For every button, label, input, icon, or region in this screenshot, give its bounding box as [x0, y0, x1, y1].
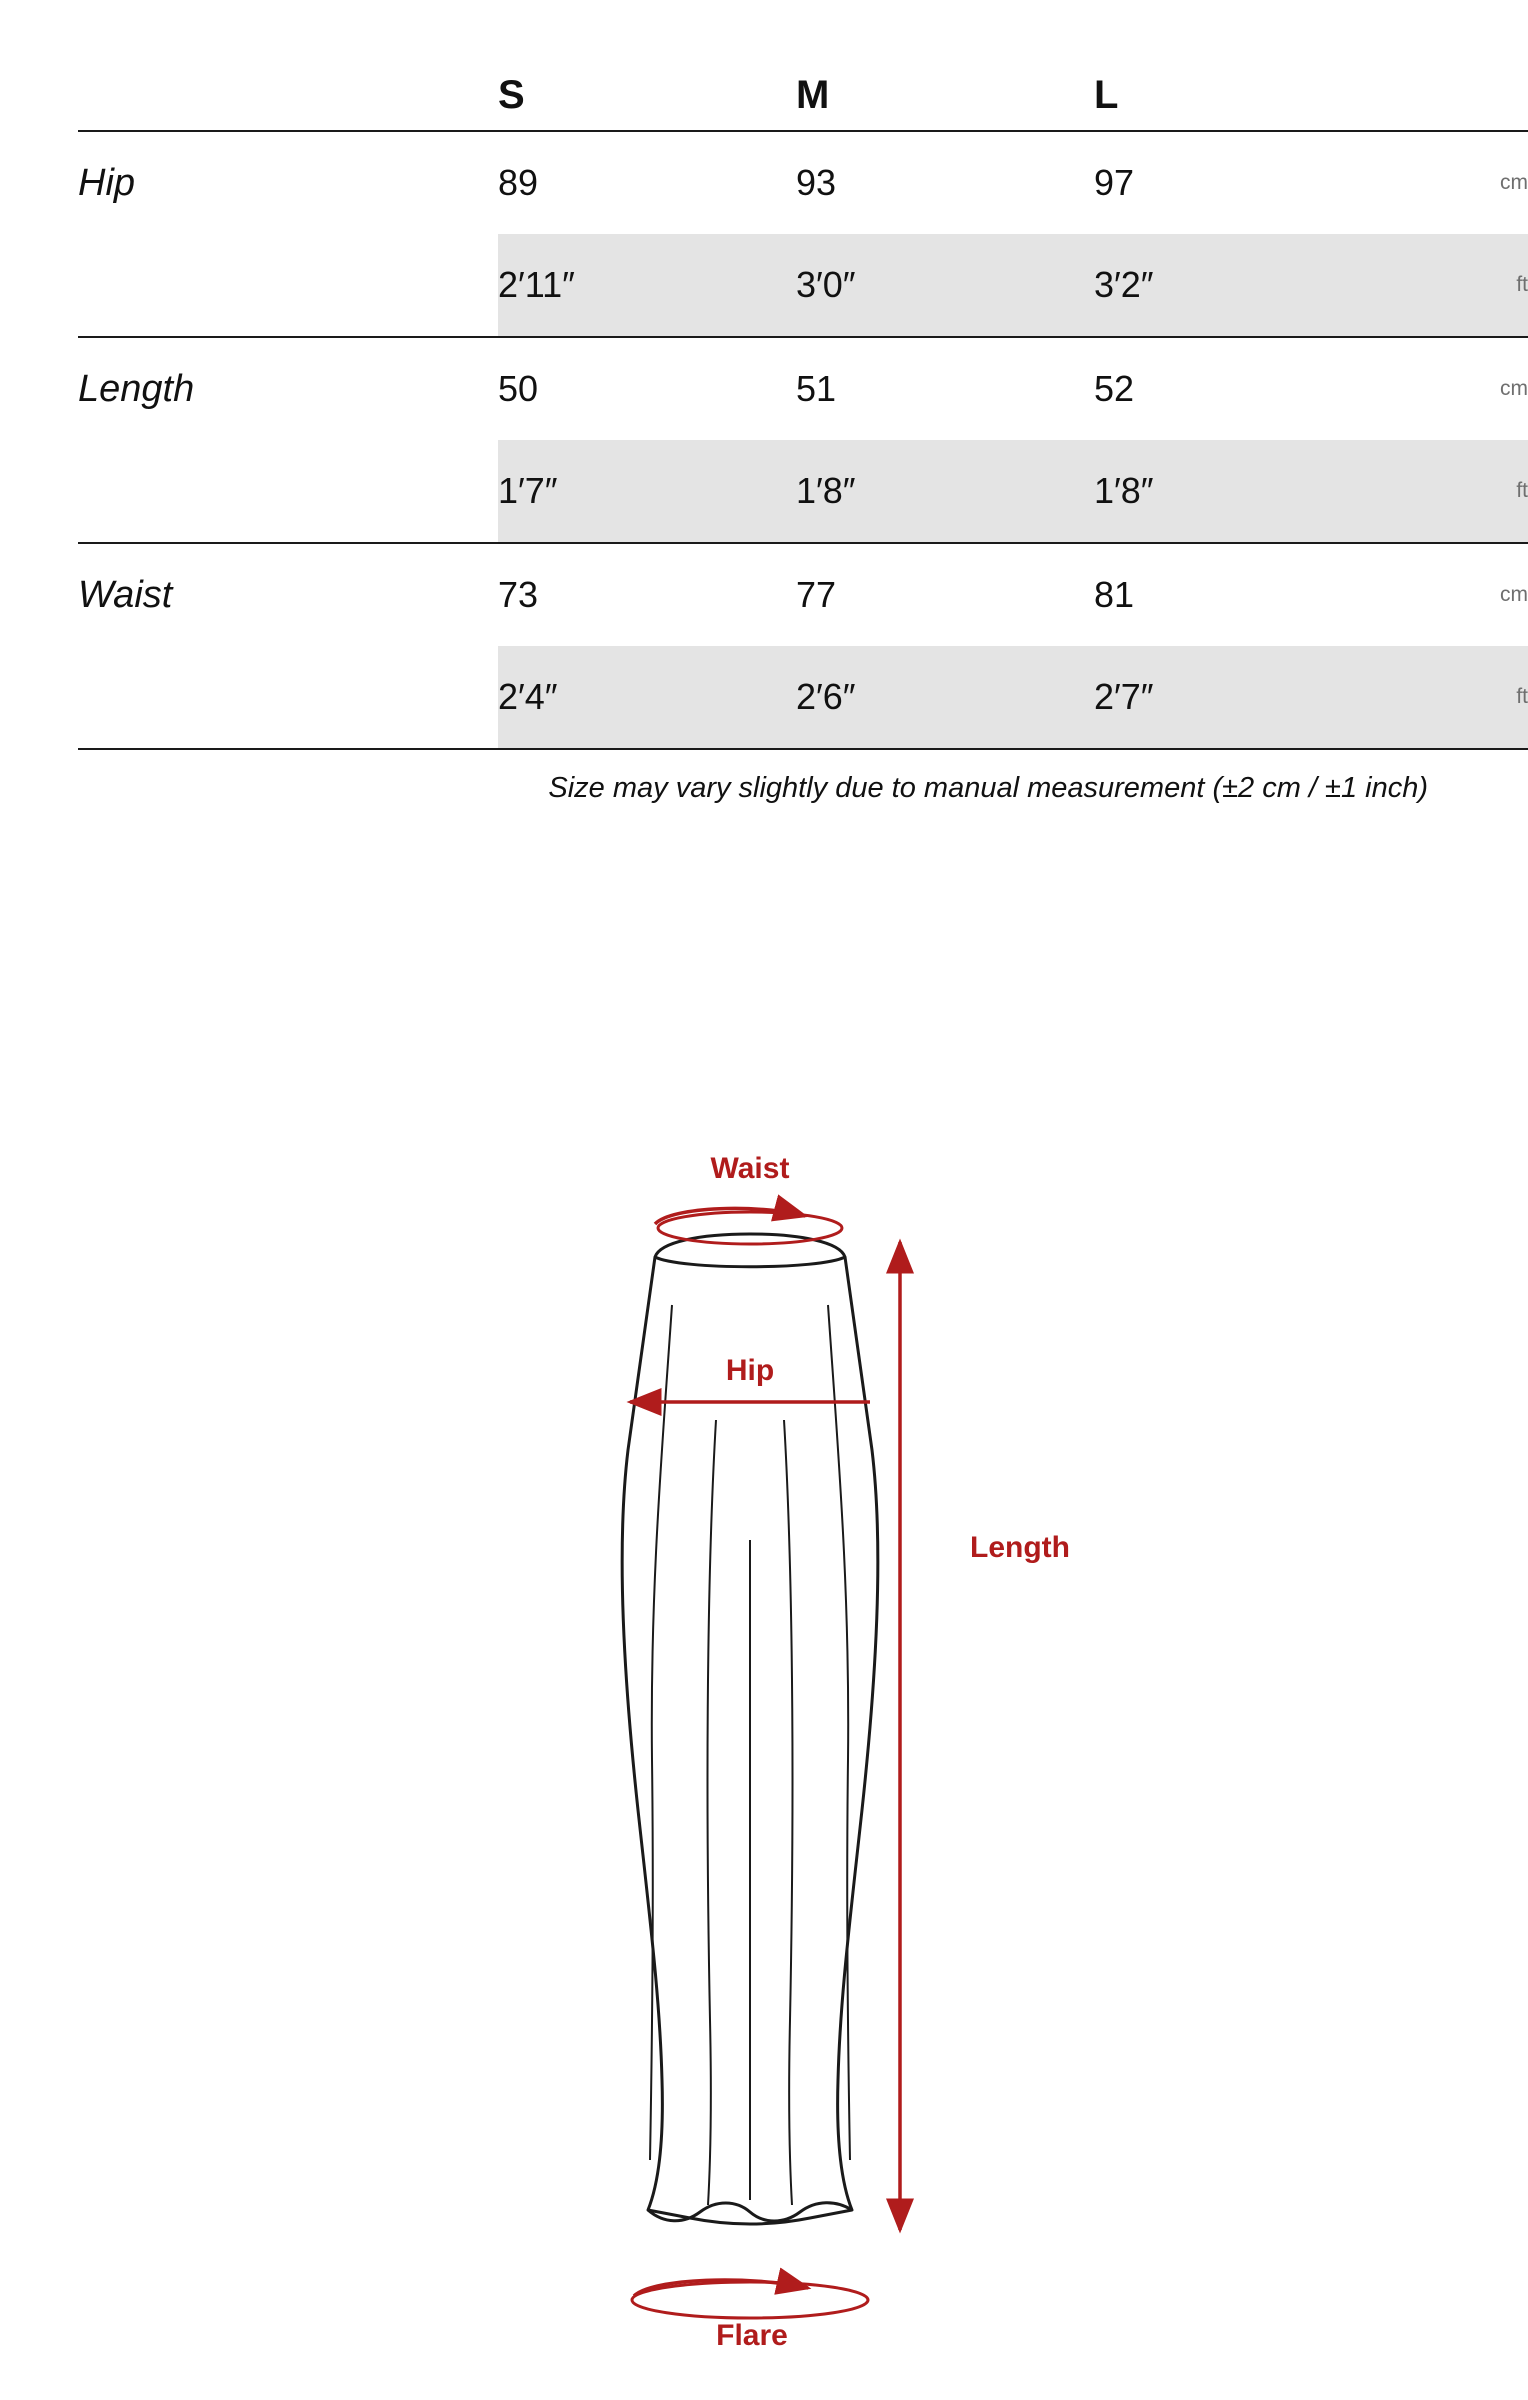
- length-cm-s: 50: [498, 337, 796, 440]
- waist-unit-ft: ft: [1392, 646, 1528, 749]
- waist-cm-s: 73: [498, 543, 796, 646]
- hip-cm-l: 97: [1094, 131, 1392, 234]
- hip-ft-l: 3′2″: [1094, 264, 1154, 305]
- table-row: [78, 234, 1528, 337]
- length-ft-l: 1′8″: [1094, 470, 1154, 511]
- column-header-label: [78, 60, 498, 131]
- column-header-s: S: [498, 72, 525, 117]
- hip-cm-s: 89: [498, 131, 796, 234]
- garment-diagram: [0, 1120, 1500, 2352]
- waist-unit-cm: cm: [1392, 543, 1528, 646]
- waist-ft-s: 2′4″: [498, 646, 796, 749]
- waist-cm-m: 77: [796, 543, 1094, 646]
- waist-ft-m: 2′6″: [796, 646, 1094, 749]
- row-label-length: Length: [78, 337, 498, 440]
- length-unit-ft: ft: [1516, 479, 1528, 502]
- column-header-l: L: [1094, 72, 1119, 117]
- flare-measure-indicator: [632, 2280, 868, 2352]
- hip-dim-label: Hip: [725, 1354, 775, 1387]
- hip-ft-m: 3′0″: [796, 264, 856, 305]
- table-row: [78, 543, 1528, 646]
- waist-ft-l: 2′7″: [1094, 646, 1392, 749]
- row-label-hip: Hip: [78, 131, 498, 234]
- length-ft-m: 1′8″: [796, 470, 856, 511]
- row-label-waist: Waist: [78, 543, 498, 646]
- size-chart: [78, 60, 1528, 805]
- hip-cm-m: 93: [796, 131, 1094, 234]
- hip-unit-ft: ft: [1516, 273, 1528, 296]
- length-unit-cm: cm: [1392, 337, 1528, 440]
- column-header-unit: [1392, 60, 1528, 131]
- length-cm-l: 52: [1094, 337, 1392, 440]
- row-label-hip-ft: [78, 234, 498, 337]
- size-table: [78, 60, 1528, 750]
- length-dim-label: Length: [970, 1531, 1070, 1564]
- length-ft-s: 1′7″: [498, 470, 558, 511]
- table-header-row: [78, 60, 1528, 131]
- row-label-length-ft: [78, 440, 498, 543]
- waist-cm-l: 81: [1094, 543, 1392, 646]
- hip-unit-cm: cm: [1392, 131, 1528, 234]
- measurement-note: Size may vary slightly due to manual measurement (±2 cm / ±1 inch): [548, 772, 1428, 804]
- table-row: [78, 646, 1528, 749]
- waist-dim-label: Waist: [710, 1152, 790, 1185]
- table-row: [78, 337, 1528, 440]
- waist-measure-indicator: [655, 1152, 842, 1244]
- row-label-waist-ft: [78, 646, 498, 749]
- table-row: [78, 440, 1528, 543]
- table-row: [78, 131, 1528, 234]
- length-measure-indicator: [900, 1242, 1070, 2230]
- flare-dim-label: Flare: [716, 2319, 788, 2352]
- column-header-m: M: [796, 72, 830, 117]
- length-cm-m: 51: [796, 337, 1094, 440]
- hip-ft-s: 2′11″: [498, 264, 575, 305]
